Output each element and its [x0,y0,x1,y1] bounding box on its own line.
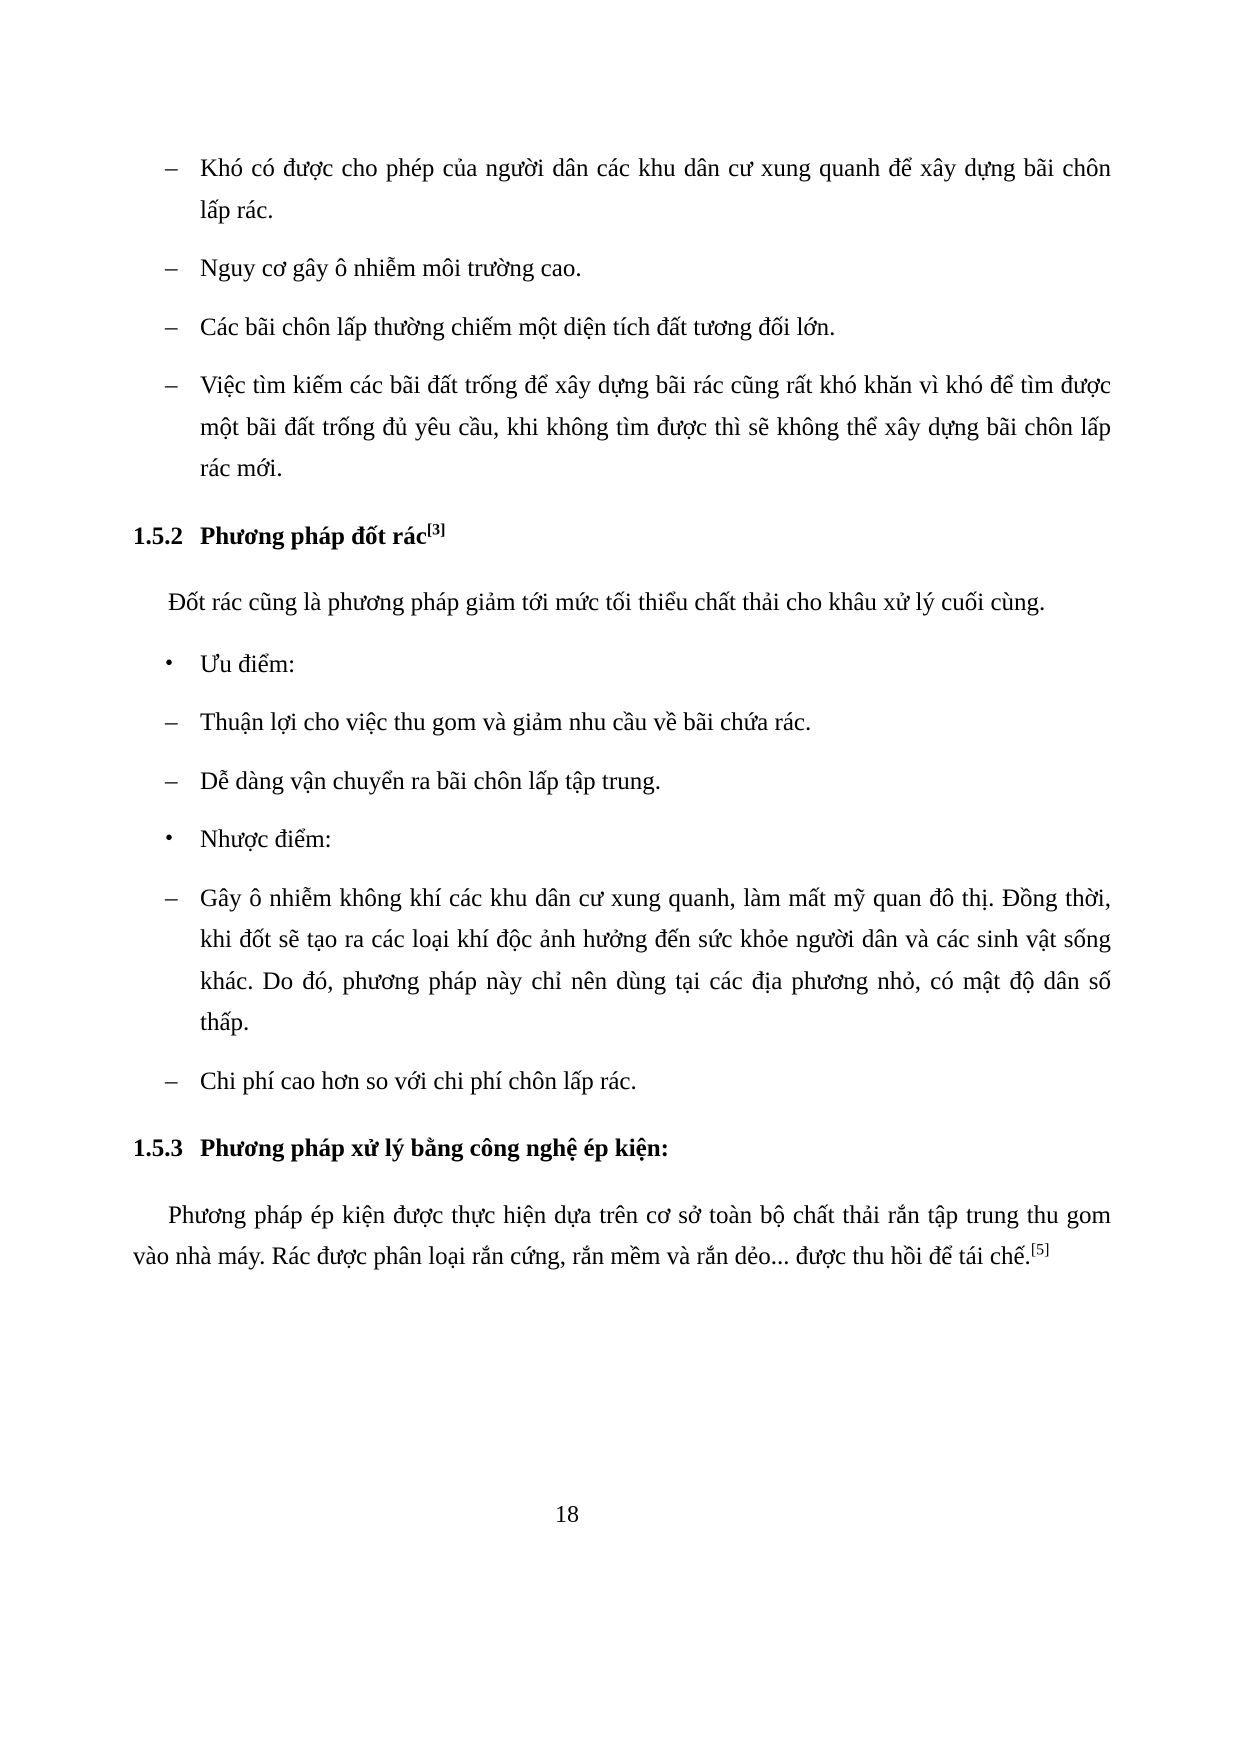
list-item [133,644,1111,686]
list-item [133,148,1111,231]
section-title-text: Phương pháp đốt rác [200,522,427,550]
list-item-text: Khó có được cho phép của người dân các khu dân cư xung quanh để xây dựng bãi chôn lấp rác. [200,155,1111,224]
list-item [133,1061,1111,1103]
section-number: 1.5.2 [133,522,183,550]
dash-marker: – [165,767,178,795]
list-item [133,307,1111,349]
list-item-text: Dễ dàng vận chuyển ra bãi chôn lấp tập trung. [200,767,661,795]
dash-marker: – [165,313,178,341]
list-item [133,702,1111,744]
list-item [133,761,1111,803]
list-item-text: Gây ô nhiễm không khí các khu dân cư xung quanh, làm mất mỹ quan đô thị. Đồng thời, khi đốt sẽ tạo ra các loại khí độc ảnh hưởng đến sức khỏe người dân và các sinh vật sống khác. Do đó, phương pháp này chỉ nên dùng tại các địa phương nhỏ, có mật độ dân số thấp. [200,884,1111,1036]
reference-superscript: [5] [1030,1241,1050,1259]
dash-marker: – [165,884,178,912]
dash-marker: – [165,709,178,736]
list-item-text: Nhược điểm: [200,826,332,853]
list-item-text: Ưu điểm: [200,650,296,678]
list-item-text: Nguy cơ gây ô nhiễm môi trường cao. [200,255,582,282]
list-item-text: Việc tìm kiếm các bãi đất trống để xây dựng bãi rác cũng rất khó khăn vì khó để tìm được một bãi đất trống đủ yêu cầu, khi không tìm được thì sẽ không thể xây dựng bãi chôn lấp rác mới. [200,372,1111,482]
list-item-text: Chi phí cao hơn so với chi phí chôn lấp rác. [200,1067,637,1095]
section-title [200,1128,1111,1170]
section-title-text: Phương pháp xử lý bằng công nghệ ép kiện: [200,1135,669,1162]
list-item-text: Thuận lợi cho việc thu gom và giảm nhu cầu về bãi chứa rác. [200,709,812,736]
dash-marker: – [165,155,178,182]
dash-marker: – [165,372,178,399]
section-heading-1-5-3 [133,1128,1111,1170]
list-item [133,819,1111,861]
dash-marker: – [165,255,178,282]
section-title [200,516,1111,558]
paragraph-text: Phương pháp ép kiện được thực hiện dựa trên cơ sở toàn bộ chất thải rắn tập trung thu gom vào nhà máy. Rác được phân loại rắn cứng, rắn mềm và rắn dẻo... được thu hồi để tái chế. [133,1201,1111,1270]
paragraph: Đốt rác cũng là phương pháp giảm tới mức tối thiểu chất thải cho khâu xử lý cuối cùng. [168,589,1046,616]
dash-marker: – [165,1067,178,1095]
list-item-text: Các bãi chôn lấp thường chiếm một diện tích đất tương đối lớn. [200,313,836,341]
page-number: 18 [555,1502,579,1528]
list-item [133,248,1111,290]
bullet-marker: • [165,825,174,850]
bullet-marker: • [165,649,174,675]
section-number: 1.5.3 [133,1135,183,1162]
section-heading-1-5-2 [133,516,1111,558]
document-content [133,148,1111,1298]
paragraph [133,1195,1111,1278]
list-item [133,365,1111,490]
list-item [133,878,1111,1044]
reference-superscript: [3] [426,521,446,539]
